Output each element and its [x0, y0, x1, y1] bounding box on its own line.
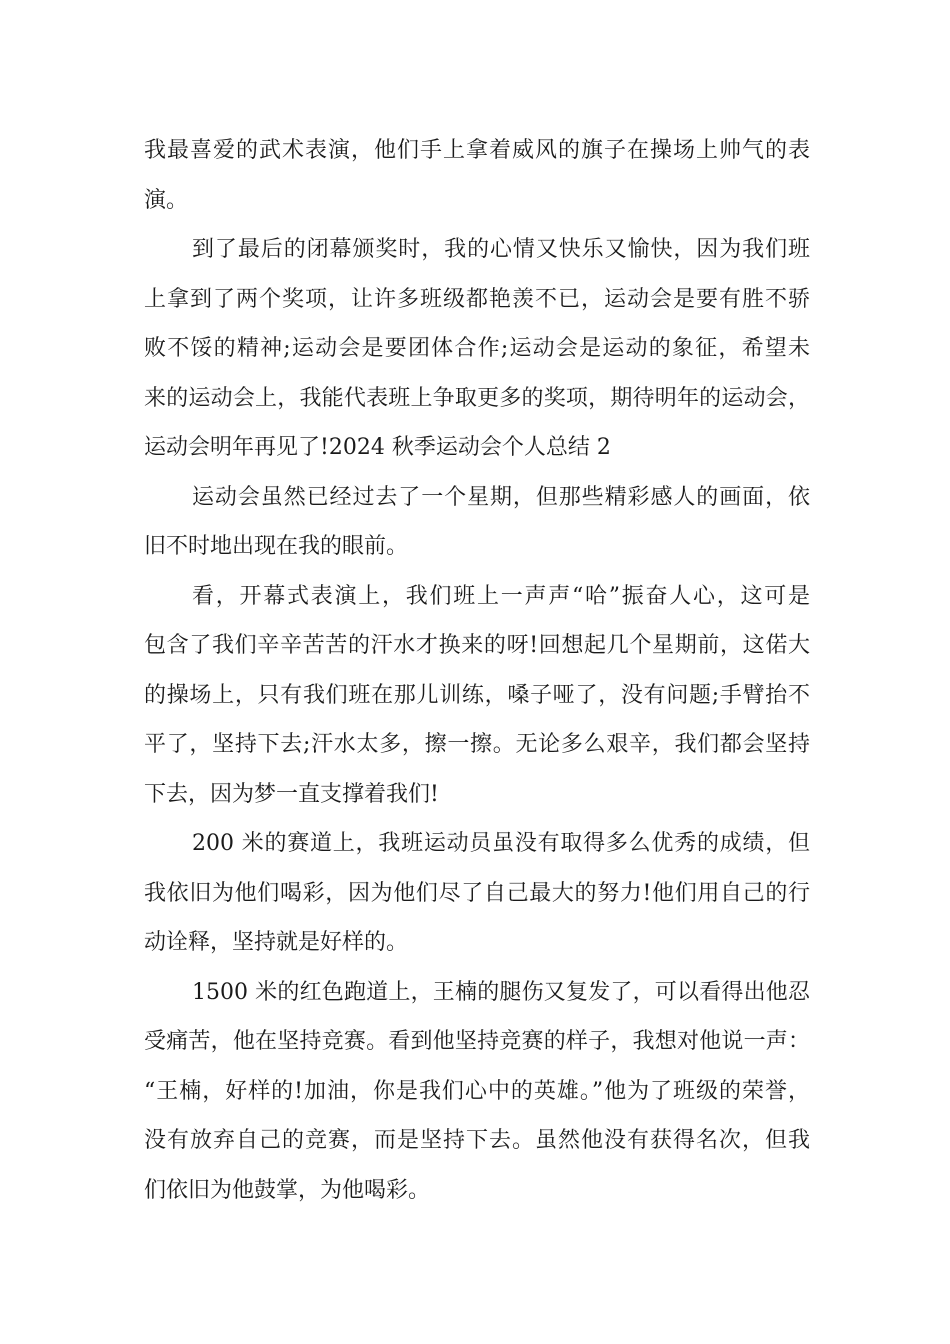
text-line: 我最喜爱的武术表演，他们手上拿着威风的旗子在操场上帅气的表 [144, 138, 810, 163]
paragraph-3 [144, 473, 810, 572]
text-line: 运动会虽然已经过去了一个星期，但那些精彩感人的画面，依 [192, 484, 810, 510]
text-line: 1500 米的红色跑道上，王楠的腿伤又复发了，可以看得出他忍 [192, 979, 810, 1005]
text-line: 旧不时地出现在我的眼前。 [144, 534, 409, 559]
text-line: 上拿到了两个奖项，让许多班级都艳羡不已，运动会是要有胜不骄 [144, 286, 810, 312]
text-line: “王楠，好样的!加油，你是我们心中的英雄。”他为了班级的荣誉， [144, 1078, 810, 1104]
text-line: 200 米的赛道上，我班运动员虽没有取得多么优秀的成绩，但 [192, 831, 810, 856]
text-line: 我依旧为他们喝彩，因为他们尽了自己最大的努力!他们用自己的行 [144, 880, 810, 906]
paragraph-4 [144, 572, 810, 820]
paragraph-5 [144, 819, 810, 968]
text-line: 到了最后的闭幕颁奖时，我的心情又快乐又愉快，因为我们班 [192, 237, 810, 262]
text-line: 下去，因为梦一直支撑着我们! [144, 781, 439, 807]
text-line: 动诠释，坚持就是好样的。 [144, 930, 409, 955]
text-line: 的操场上，只有我们班在那儿训练，嗓子哑了，没有问题;手臂抬不 [144, 682, 810, 708]
text-line: 包含了我们辛辛苦苦的汗水才换来的呀!回想起几个星期前，这偌大 [144, 633, 810, 658]
text-line: 受痛苦，他在坚持竞赛。看到他坚持竞赛的样子，我想对他说一声： [144, 1029, 810, 1054]
text-line: 们依旧为他鼓掌，为他喝彩。 [144, 1177, 431, 1203]
text-line: 平了，坚持下去;汗水太多，擦一擦。无论多么艰辛，我们都会坚持 [144, 732, 810, 757]
paragraph-2 [144, 225, 810, 473]
text-line: 运动会明年再见了!2024 秋季运动会个人总结 2 [144, 435, 611, 460]
text-line: 看，开幕式表演上，我们班上一声声“哈”振奋人心，这可是 [192, 583, 810, 609]
paragraph-6 [144, 968, 810, 1216]
text-line: 败不馁的精神;运动会是要团体合作;运动会是运动的象征，希望未 [144, 336, 810, 361]
text-line: 演。 [144, 187, 189, 213]
text-line: 没有放弃自己的竞赛，而是坚持下去。虽然他没有获得名次，但我 [144, 1128, 810, 1153]
paragraph-1 [144, 126, 810, 225]
text-line: 来的运动会上，我能代表班上争取更多的奖项，期待明年的运动会， [144, 385, 810, 411]
document-body [144, 126, 810, 1215]
